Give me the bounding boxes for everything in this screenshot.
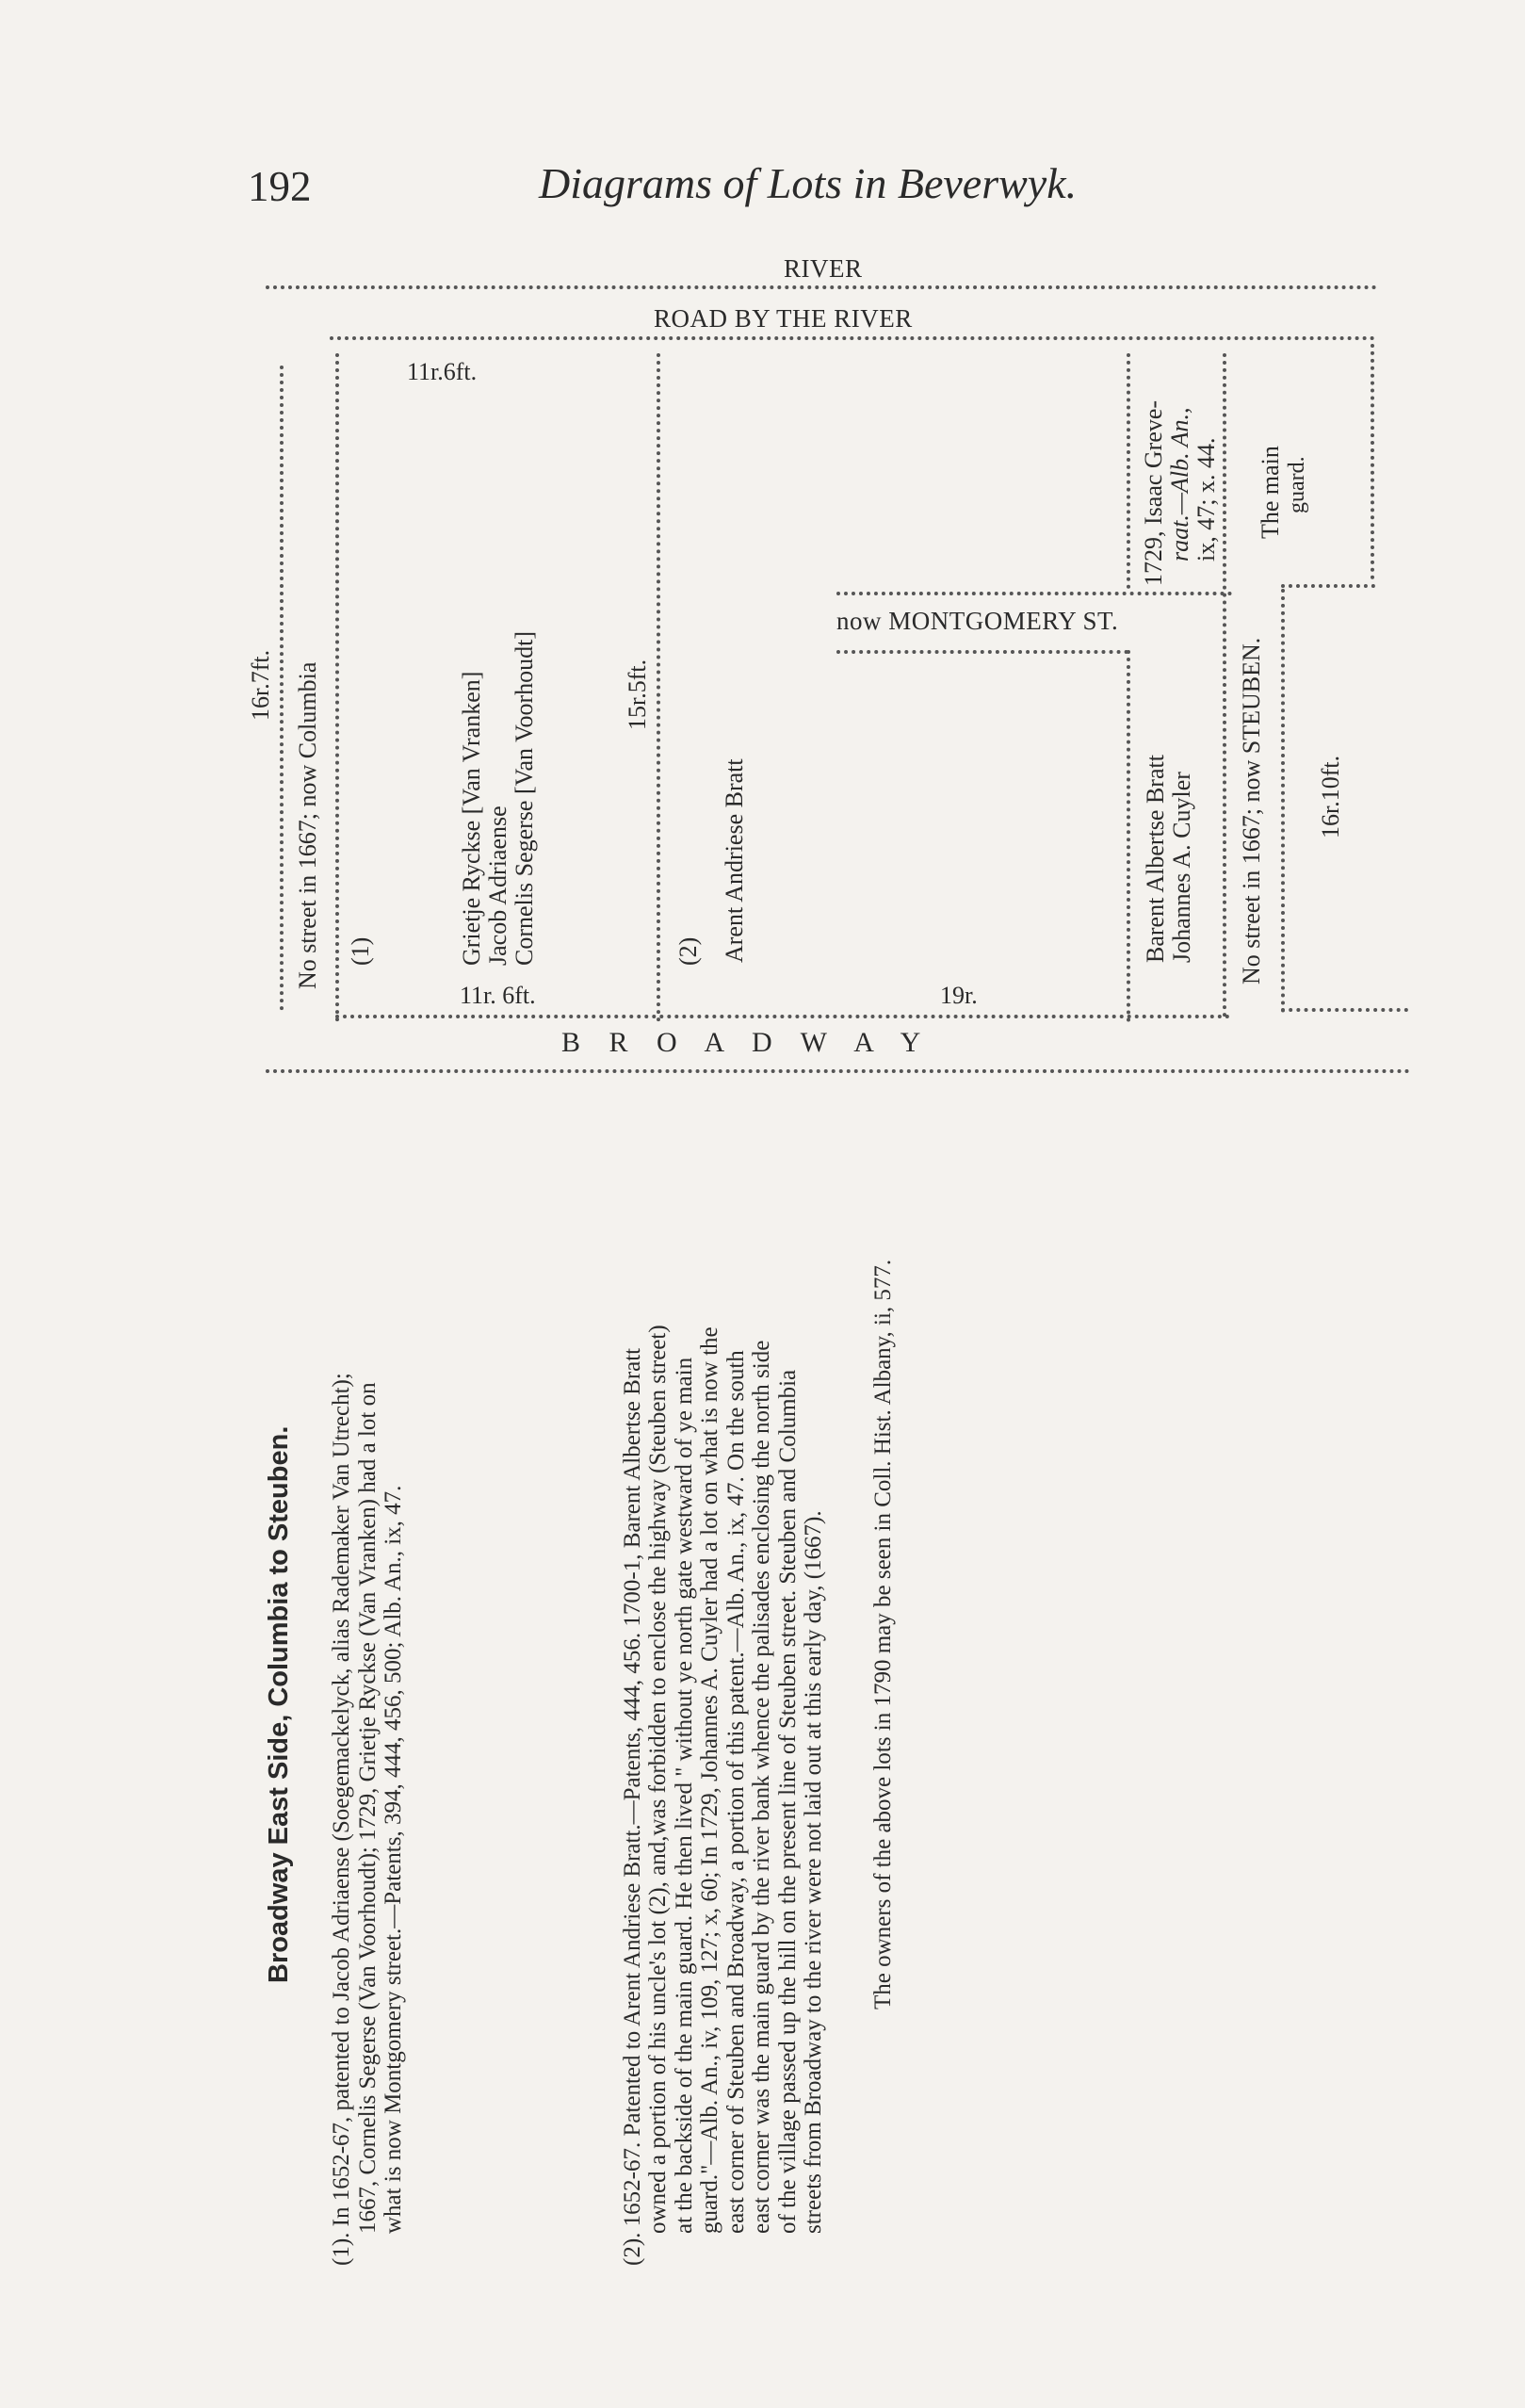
note-2-line: owned a portion of his uncle's lot (2), and,was forbidden to enclose the highway (Steuben street) <box>645 1325 671 2234</box>
columbia-street-label: No street in 1667; now Columbia <box>294 661 321 989</box>
steuben-street-label: No street in 1667; now STEUBEN. <box>1238 637 1265 984</box>
note-3-line: The owners of the above lots in 1790 may be seen in Coll. Hist. Albany, ii, 577. <box>869 1259 896 2009</box>
measure-16r10: 16r.10ft. <box>1317 755 1344 838</box>
note-2-line: streets from Broadway to the river were not laid out at this early day, (1667). <box>801 1510 826 2234</box>
lot-2-owner: Arent Andriese Bratt <box>721 758 748 963</box>
montgomery-bottom-line <box>836 650 1128 654</box>
note-2 <box>620 1260 827 2266</box>
greveraat-line-1: 1729, Isaac Greve- <box>1140 399 1167 586</box>
note-2-line: east corner was the main guard by the river bank whence the palisades enclosing the north side <box>749 1340 774 2234</box>
cuyler-owner: Johannes A. Cuyler <box>1168 772 1195 963</box>
guard-right-line <box>1371 344 1374 579</box>
note-1-line: 1667, Cornelis Segerse (Van Voorhoudt); 1729, Grietje Ryckse (Van Vranken) had a lot on <box>354 1382 381 2234</box>
river-label: RIVER <box>784 254 863 283</box>
greveraat-line-2: raat.—Alb. An., <box>1166 407 1193 561</box>
notes-block <box>264 1260 896 2266</box>
note-2-line: at the backside of the main guard. He then lived " without ye north gate westward of ye main <box>671 1357 697 2234</box>
note-3 <box>870 1260 897 2266</box>
greveraat-left-line <box>1127 353 1130 589</box>
lot-2-number: (2) <box>674 936 702 966</box>
columbia-right-line <box>335 353 339 1022</box>
page-number: 192 <box>248 163 312 210</box>
guard-bottom-line <box>1281 584 1375 588</box>
note-1 <box>329 1260 407 2266</box>
montgomery-top-line <box>836 592 1232 595</box>
main-guard-line-2: guard. <box>1285 456 1309 513</box>
note-2-line: (2). 1652-67. Patented to Arent Andriese Bratt.—Patents, 444, 456. 1700-1, Barent Albertse Bratt <box>619 1347 645 2266</box>
broadway-label: B R O A D W A Y <box>561 1027 921 1058</box>
lot-1-owner-segerse: Cornelis Segerse [Van Voorhoudt] <box>511 630 538 966</box>
broadway-bottom-line <box>266 1069 1410 1073</box>
running-title: Diagrams of Lots in Beverwyk. <box>539 159 1078 207</box>
lot-1-number: (1) <box>347 936 374 966</box>
note-1-line: what is now Montgomery street.—Patents, 394, 444, 456, 500; Alb. An., ix, 47. <box>381 1485 406 2234</box>
columbia-left-line <box>280 366 284 1011</box>
lot-diagram <box>0 0 1525 1083</box>
steuben-left-line <box>1223 353 1226 1017</box>
measure-15r5: 15r.5ft. <box>624 659 651 730</box>
montgomery-street-label: now MONTGOMERY ST. <box>836 607 1119 635</box>
main-guard-line-1: The main <box>1257 446 1284 539</box>
broadway-top-line-right <box>1281 1008 1408 1012</box>
lot-1-owner-adriaense: Jacob Adriaense <box>484 805 511 966</box>
lot-1-owner-ryckse: Grietje Ryckse [Van Vranken] <box>458 671 485 966</box>
note-2-line: guard."—Alb. An., iv, 109, 127; x, 60; In 1729, Johannes A. Cuyler had a lot on what is now the <box>697 1326 722 2234</box>
note-2-line: of the village passed up the hill on the present line of Steuben street. Steuben and Columbia <box>774 1369 801 2234</box>
steuben-right-line <box>1281 589 1285 1013</box>
lot-divider-line <box>657 353 660 1022</box>
measure-19r: 19r. <box>940 982 978 1009</box>
broadway-top-line <box>335 1015 1230 1018</box>
note-1-line: (1). In 1652-67, patented to Jacob Adriaense (Soegemackelyck, alias Rademaker Van Utrecht); <box>329 1373 354 2266</box>
road-line <box>330 336 1375 340</box>
greveraat-line-3: ix, 47; x. 44. <box>1192 437 1220 561</box>
measure-11r6-top: 11r.6ft. <box>407 358 478 385</box>
note-2-line: east corner of Steuben and Broadway, a portion of this patent.—Alb. An., ix, 47. On the south <box>722 1350 749 2234</box>
bratt-left-line <box>1127 650 1130 1022</box>
bratt-owner: Barent Albertse Bratt <box>1142 755 1169 963</box>
road-by-river-label: ROAD BY THE RIVER <box>654 304 913 333</box>
notes-heading: Broadway East Side, Columbia to Steuben. <box>264 1425 294 1983</box>
measure-11r6-bottom: 11r. 6ft. <box>460 982 536 1009</box>
measure-16r7: 16r.7ft. <box>247 649 274 721</box>
river-line <box>266 285 1377 289</box>
